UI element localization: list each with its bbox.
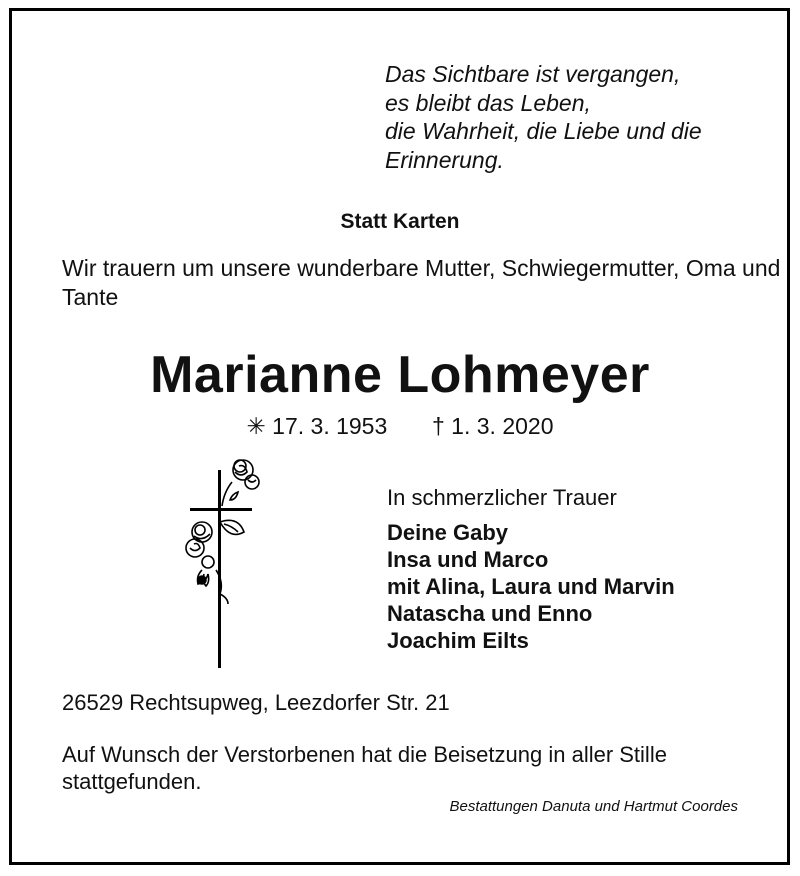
heading: Statt Karten <box>340 210 460 233</box>
birth-date: ✳ 17. 3. 1953 <box>246 413 388 439</box>
deceased-name: Marianne Lohmeyer <box>150 346 650 404</box>
poem-line: die Wahrheit, die Liebe und die <box>385 118 702 144</box>
intro-text: Wir trauern um unsere wunderbare Mutter, Schwiegermutter, Oma und Tante <box>62 255 781 310</box>
mourner-name: Joachim Eilts <box>387 628 529 653</box>
cross-with-roses-icon <box>180 452 270 670</box>
poem <box>385 60 765 174</box>
mourners-list <box>387 519 675 654</box>
burial-note: Auf Wunsch der Verstorbenen hat die Beisetzung in aller Stille stattgefunden. <box>62 742 667 794</box>
mourning-label: In schmerzlicher Trauer <box>387 485 617 510</box>
funeral-home: Bestattungen Danuta und Hartmut Coordes <box>449 798 738 815</box>
poem-line: Erinnerung. <box>385 146 504 173</box>
mourner-name: Deine Gaby <box>387 520 509 545</box>
poem-line: es bleibt das Leben, <box>385 89 591 116</box>
address: 26529 Rechtsupweg, Leezdorfer Str. 21 <box>62 690 450 715</box>
death-date: † 1. 3. 2020 <box>432 413 554 439</box>
life-dates <box>0 413 800 440</box>
mourner-name: Insa und Marco <box>387 547 549 572</box>
mourner-name: mit Alina, Laura und Marvin <box>387 574 675 599</box>
mourner-name: Natascha und Enno <box>387 601 593 626</box>
poem-line: Das Sichtbare ist vergangen, <box>385 61 681 87</box>
